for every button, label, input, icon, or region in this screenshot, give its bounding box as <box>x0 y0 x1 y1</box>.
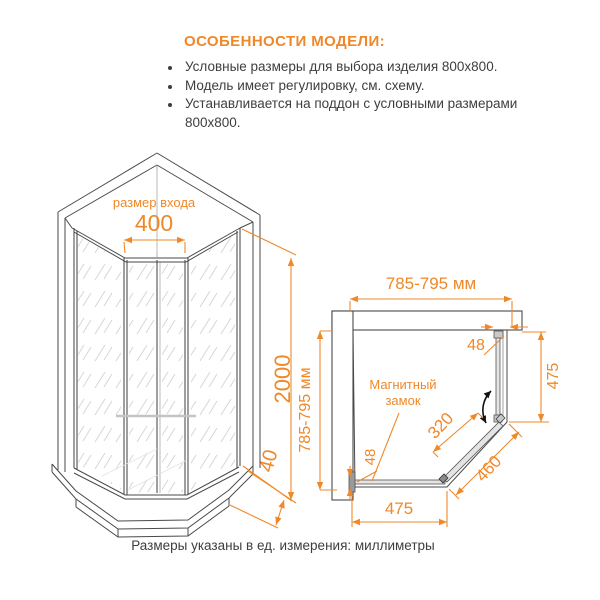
list-item <box>150 77 570 96</box>
door-glass-value: 320 <box>424 408 458 443</box>
feature-text: Модель имеет регулировку, см. схему. <box>185 77 425 93</box>
height-value: 2000 <box>270 354 295 404</box>
list-item <box>150 95 570 132</box>
plan-top-width-value: 785-795 мм <box>385 274 477 293</box>
entry-width-value: 400 <box>134 210 174 236</box>
isometric-view <box>30 148 310 560</box>
units-note: Размеры указаны в ед. измерения: миллиметры <box>131 538 435 553</box>
feature-list <box>150 58 570 132</box>
door-outer-value: 460 <box>472 451 506 486</box>
entry-size-label: размер входа <box>112 195 196 210</box>
bullet-dot <box>168 103 172 107</box>
page-title: ОСОБЕННОСТИ МОДЕЛИ: <box>184 33 386 50</box>
plan-left-depth-value: 785-795 мм <box>297 367 314 453</box>
door-swing-arrow <box>483 391 491 423</box>
bullet-dot <box>168 66 172 70</box>
bottom-panel-value: 475 <box>384 499 414 518</box>
list-item <box>150 58 570 77</box>
feature-text: Устанавливается на поддон с условными размерами 800х800. <box>185 96 518 130</box>
plan-view <box>295 265 600 555</box>
bullet-dot <box>168 85 172 89</box>
bottom-profile-value: 48 <box>362 448 379 466</box>
tray-height-value: 40 <box>255 447 283 475</box>
right-panel-value: 475 <box>545 362 562 390</box>
top-profile-value: 48 <box>467 337 485 354</box>
feature-text: Условные размеры для выбора изделия 800х800. <box>185 59 498 74</box>
magnet-lock-label: Магнитный замок <box>369 377 437 409</box>
